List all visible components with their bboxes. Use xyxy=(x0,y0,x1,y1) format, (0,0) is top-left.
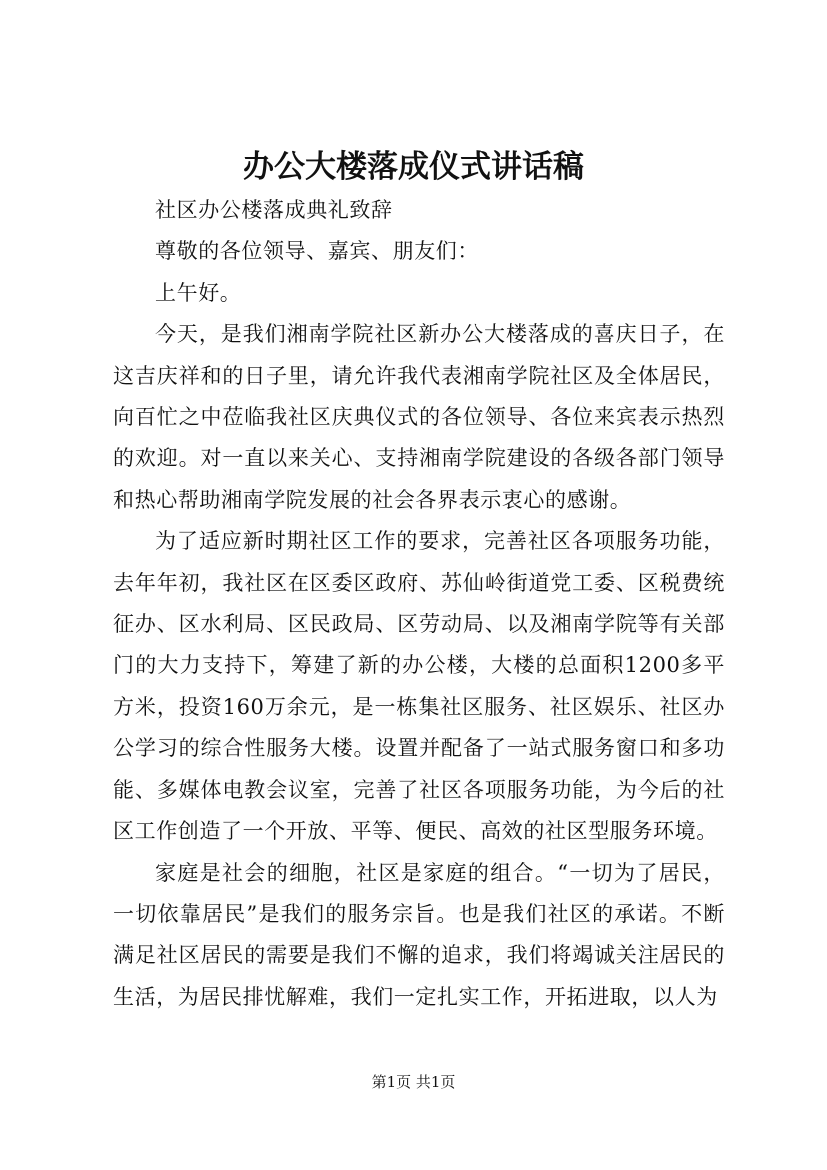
page-footer: 第1页 共1页 xyxy=(371,1073,456,1091)
document-title: 办公大楼落成仪式讲话稿 xyxy=(243,149,584,185)
document-body xyxy=(113,190,725,1018)
paragraph-salutation: 尊敬的各位领导、嘉宾、朋友们： xyxy=(155,239,479,264)
paragraph-welcome: 今天，是我们湘南学院社区新办公大楼落成的喜庆日子，在这吉庆祥和的日子里，请允许我代表湘南学院社区及全体居民，向百忙之中莅临我社区庆典仪式的各位领导、各位来宾表示热烈的欢迎。对一直以来关心、支持湘南学院建设的各级各部门领导和热心帮助湘南学院发展的社会各界表示衷心的感谢。 xyxy=(113,322,725,512)
paragraph-greeting: 上午好。 xyxy=(155,280,242,305)
paragraph-subtitle: 社区办公楼落成典礼致辞 xyxy=(155,198,393,222)
paragraph-building: 为了适应新时期社区工作的要求，完善社区各项服务功能，去年年初，我社区在区委区政府、苏仙岭街道党工委、区税费统征办、区水利局、区民政局、区劳动局、以及湘南学院等有关部门的大力支持下，筹建了新的办公楼，大楼的总面积1200多平方米，投资160万余元，是一栋集社区服务、社区娱乐、社区办公学习的综合性服务大楼。设置并配备了一站式服务窗口和多功能、多媒体电教会议室，完善了社区各项服务功能，为今后的社区工作创造了一个开放、平等、便民、高效的社区型服务环境。 xyxy=(113,529,725,844)
paragraph-service: 家庭是社会的细胞，社区是家庭的组合。“一切为了居民，一切依靠居民”是我们的服务宗旨。也是我们社区的承诺。不断满足社区居民的需要是我们不懈的追求，我们将竭诚关注居民的生活，为居民排忧解难，我们一定扎实工作，开拓进取，以人为 xyxy=(113,860,725,1009)
